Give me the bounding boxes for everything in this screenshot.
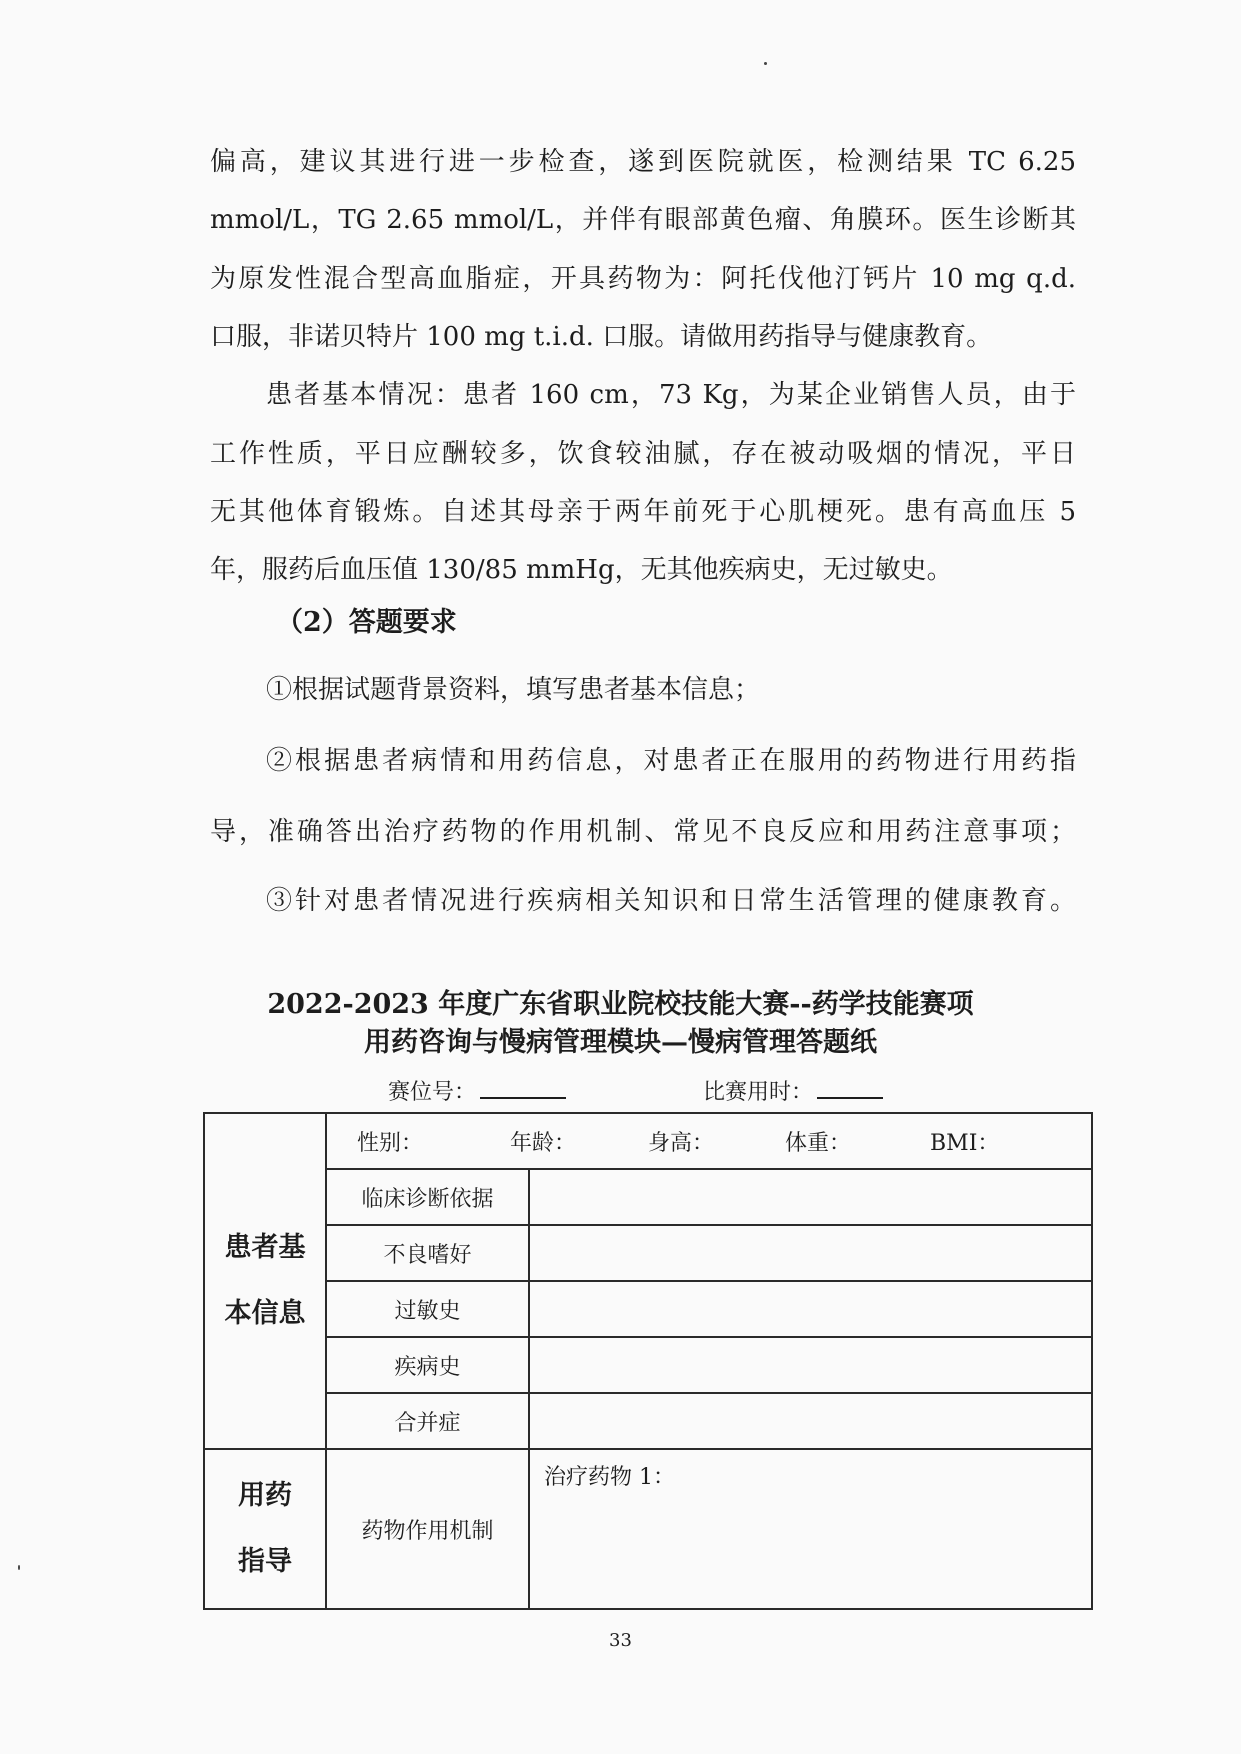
paragraph-line: 无其他体育锻炼。自述其母亲于两年前死于心肌梗死。患有高血压 5 [210, 497, 1076, 527]
requirement-item: 导，准确答出治疗药物的作用机制、常见不良反应和用药注意事项； [210, 817, 1076, 847]
table-row [204, 1393, 1092, 1449]
sheet-title-line1: 2022-2023 年度广东省职业院校技能大赛--药学技能赛项 [267, 989, 974, 1020]
table-row [204, 1113, 1092, 1169]
requirement-item: ③针对患者情况进行疾病相关知识和日常生活管理的健康教育。 [266, 886, 1076, 916]
disease-history-answer[interactable] [529, 1337, 1092, 1393]
page-number: 33 [609, 1630, 632, 1651]
drug1-answer-cell[interactable] [529, 1449, 1092, 1609]
gender-label: 性别： [357, 1130, 424, 1156]
sheet-title-line2: 用药咨询与慢病管理模块—慢病管理答题纸 [364, 1027, 877, 1058]
seat-number-field [388, 1075, 566, 1106]
complications-label: 合并症 [326, 1393, 529, 1449]
table-row [204, 1281, 1092, 1337]
section-label-line: 本信息 [224, 1298, 306, 1329]
basic-measurements-cell[interactable] [326, 1113, 1092, 1169]
section-medication-guidance [204, 1449, 326, 1609]
requirement-item: ①根据试题背景资料，填写患者基本信息； [266, 675, 761, 705]
scan-speck [764, 62, 767, 65]
paragraph-line: 年，服药后血压值 130/85 mmHg，无其他疾病史，无过敏史。 [210, 555, 953, 585]
bmi-label: BMI： [930, 1130, 1000, 1156]
requirement-item: ②根据患者病情和用药信息，对患者正在服用的药物进行用药指 [266, 746, 1076, 776]
complications-answer[interactable] [529, 1393, 1092, 1449]
table-row [204, 1225, 1092, 1281]
paragraph-line: 工作性质，平日应酬较多，饮食较油腻，存在被动吸烟的情况，平日 [210, 439, 1076, 469]
section-patient-info [204, 1113, 326, 1449]
disease-history-label: 疾病史 [326, 1337, 529, 1393]
section-label-line: 指导 [238, 1546, 292, 1577]
time-used-blank[interactable] [817, 1077, 883, 1099]
age-label: 年龄： [510, 1130, 577, 1156]
clinical-diagnosis-label: 临床诊断依据 [326, 1169, 529, 1225]
paragraph-line: 偏高，建议其进行进一步检查，遂到医院就医，检测结果 TC 6.25 [210, 147, 1076, 177]
table-row [204, 1449, 1092, 1609]
paragraph-line: 患者基本情况：患者 160 cm，73 Kg，为某企业销售人员，由于 [266, 380, 1076, 410]
scan-speck [18, 1565, 20, 1570]
section-label-line: 用药 [238, 1480, 292, 1511]
table-row [204, 1169, 1092, 1225]
height-label: 身高： [648, 1130, 715, 1156]
allergy-history-label: 过敏史 [326, 1281, 529, 1337]
weight-label: 体重： [785, 1130, 852, 1156]
bad-habits-answer[interactable] [529, 1225, 1092, 1281]
seat-number-label: 赛位号： [388, 1080, 477, 1105]
clinical-diagnosis-answer[interactable] [529, 1169, 1092, 1225]
section-label-line: 患者基 [224, 1232, 306, 1263]
paragraph-line: mmol/L，TG 2.65 mmol/L，并伴有眼部黄色瘤、角膜环。医生诊断其 [210, 205, 1076, 235]
drug1-label: 治疗药物 1： [544, 1465, 675, 1490]
requirements-heading: （2）答题要求 [276, 607, 457, 638]
mechanism-label: 药物作用机制 [326, 1449, 529, 1609]
answer-sheet-table [203, 1112, 1093, 1610]
seat-number-blank[interactable] [480, 1077, 566, 1099]
bad-habits-label: 不良嗜好 [326, 1225, 529, 1281]
table-row [204, 1337, 1092, 1393]
time-used-label: 比赛用时： [703, 1080, 814, 1105]
paragraph-line: 为原发性混合型高血脂症，开具药物为：阿托伐他汀钙片 10 mg q.d. [210, 264, 1076, 294]
time-used-field [703, 1075, 883, 1106]
paragraph-line: 口服，非诺贝特片 100 mg t.i.d. 口服。请做用药指导与健康教育。 [210, 322, 993, 352]
allergy-history-answer[interactable] [529, 1281, 1092, 1337]
